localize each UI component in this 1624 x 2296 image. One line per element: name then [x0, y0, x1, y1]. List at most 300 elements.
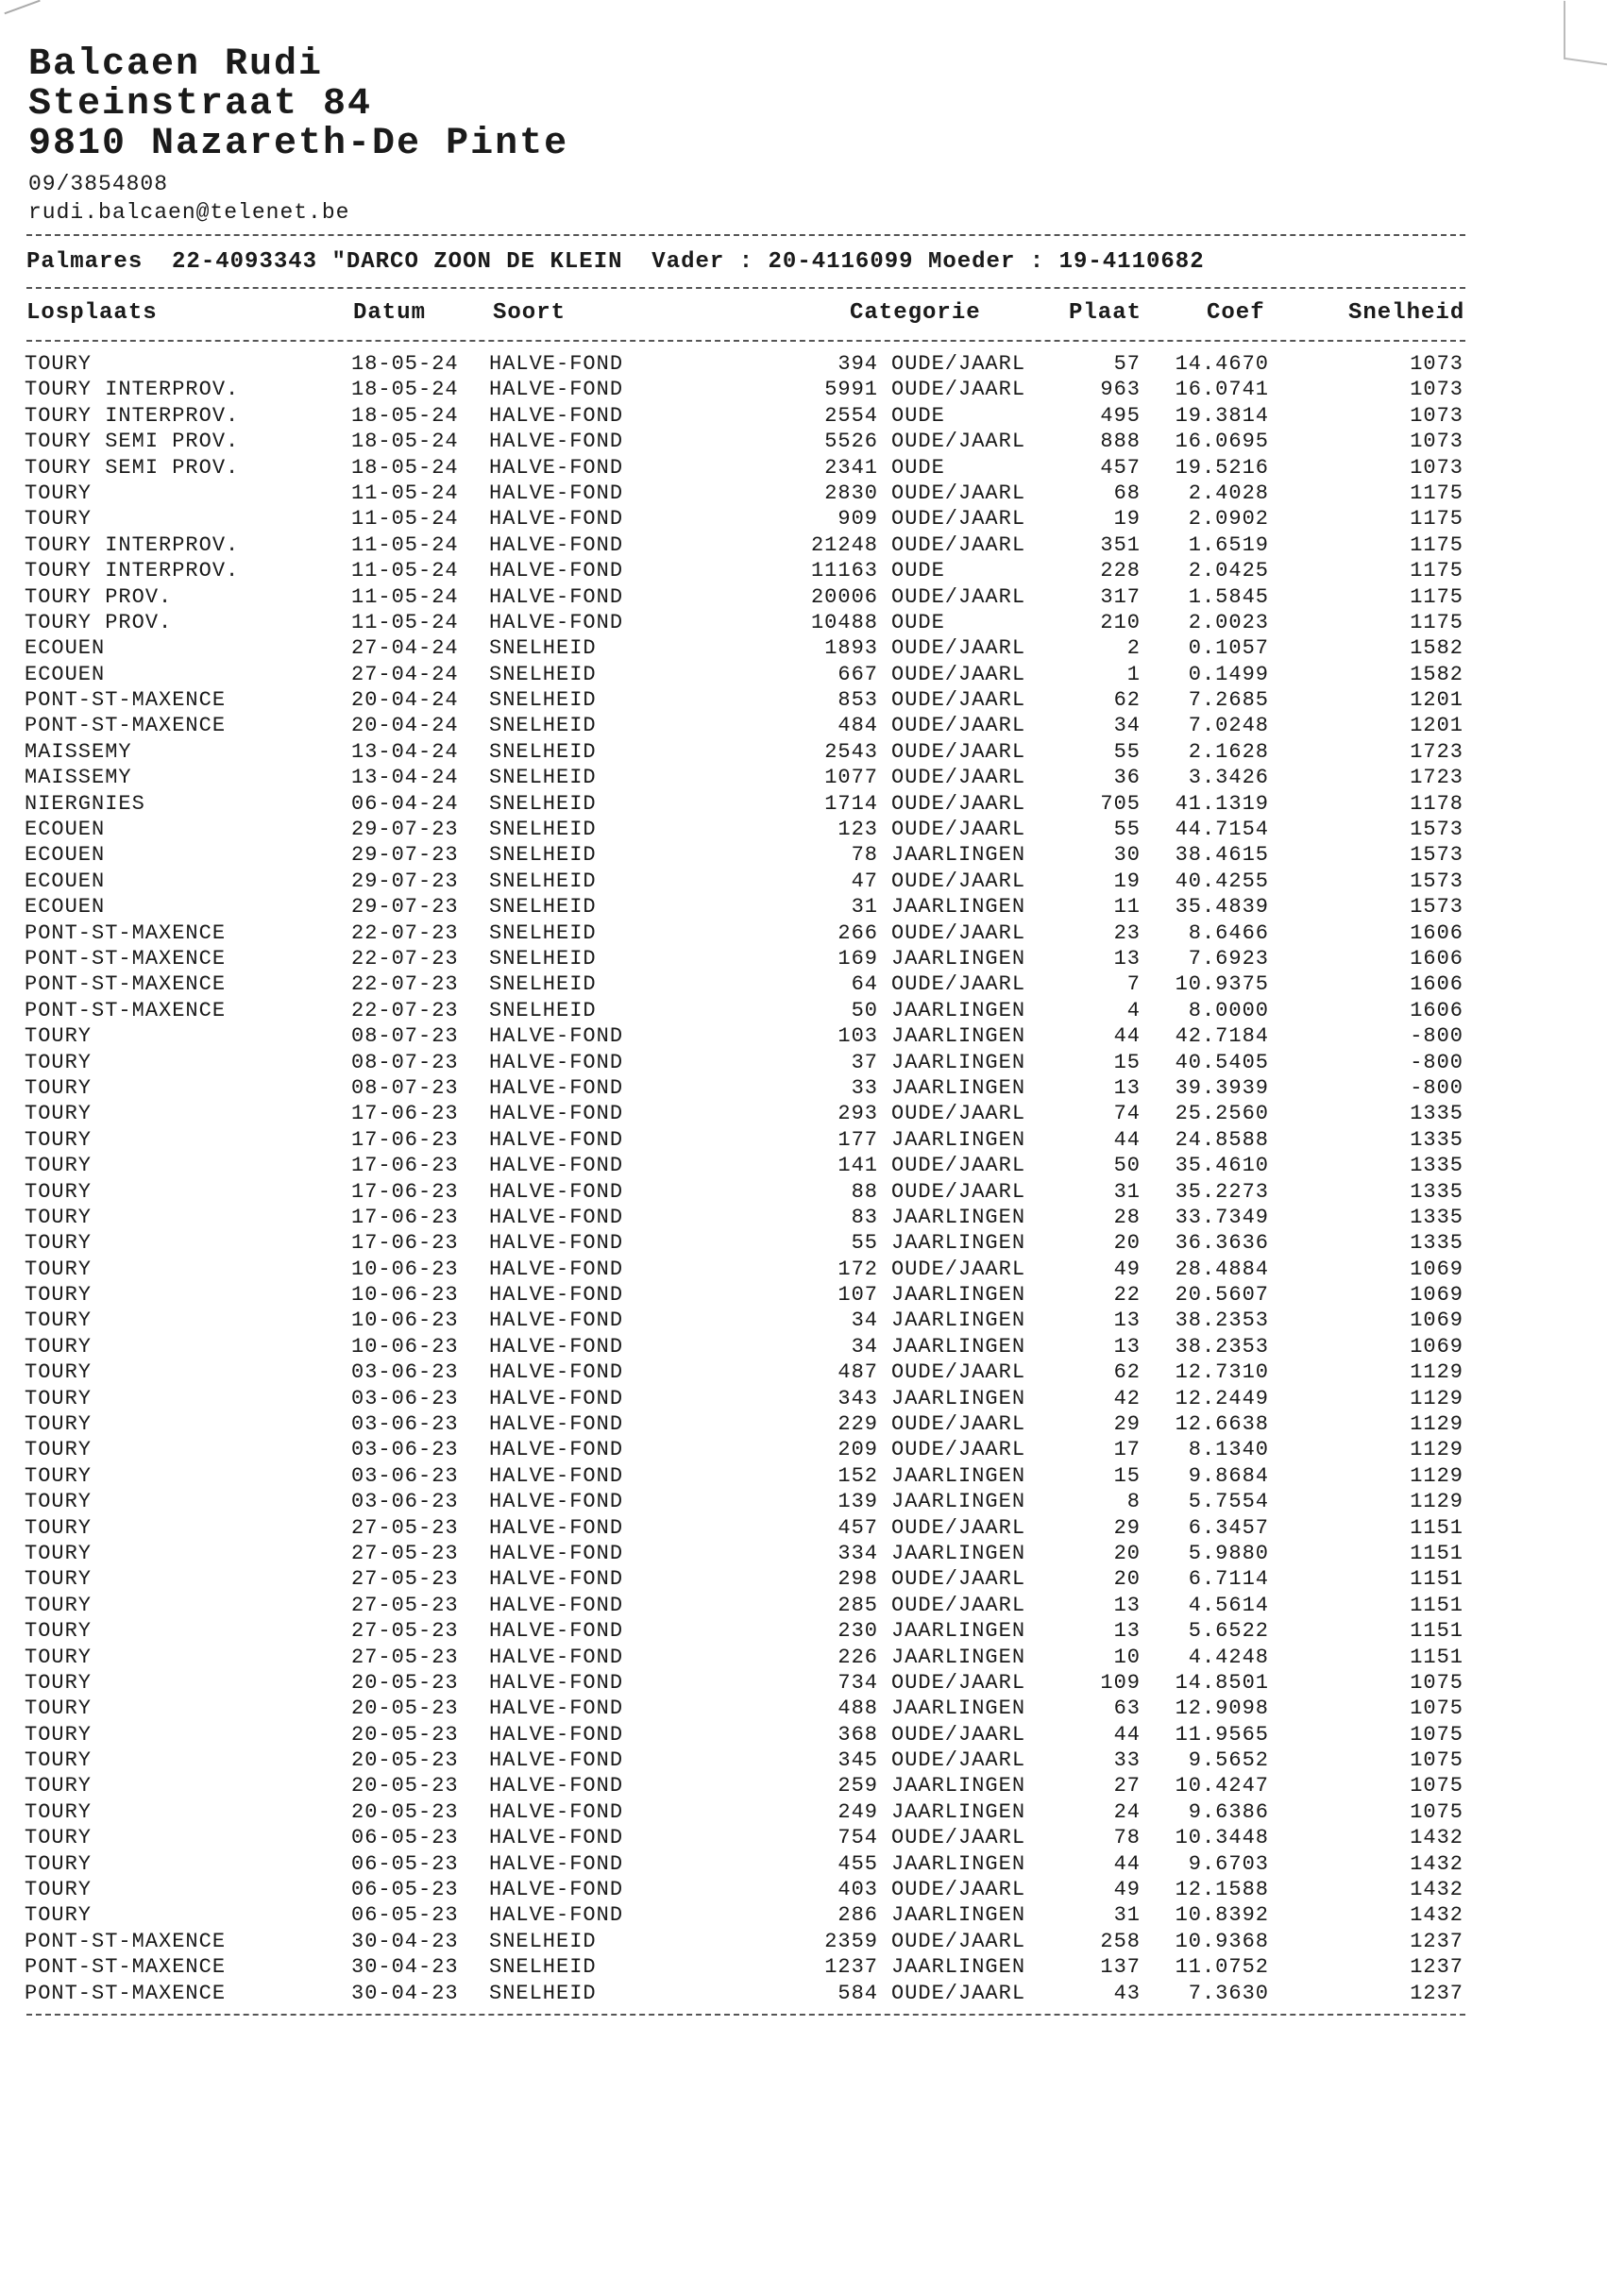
- cell-plaat: 13: [1113, 1619, 1141, 1644]
- owner-name: Balcaen Rudi: [28, 43, 324, 86]
- cell-plaat: 1: [1126, 662, 1141, 686]
- cell-deelnemers: 1893: [824, 636, 878, 661]
- cell-coef: 19.3814: [1175, 403, 1269, 428]
- table-row: [0, 894, 1624, 920]
- cell-plaat: 43: [1113, 1981, 1141, 2005]
- cell-losplaats: MAISSEMY: [25, 739, 132, 764]
- cell-deelnemers: 177: [837, 1127, 878, 1152]
- cell-plaat: 74: [1113, 1102, 1141, 1126]
- table-row: [0, 1023, 1624, 1049]
- cell-soort: HALVE-FOND: [489, 1463, 624, 1488]
- table-row: [0, 1670, 1624, 1696]
- cell-deelnemers: 1077: [824, 766, 878, 790]
- col-snelheid: Snelheid: [1348, 300, 1465, 326]
- col-plaat: Plaat: [1069, 300, 1142, 326]
- cell-coef: 16.0695: [1175, 430, 1269, 454]
- cell-categorie: OUDE/JAARL: [891, 920, 1026, 945]
- cell-deelnemers: 209: [837, 1438, 878, 1462]
- cell-losplaats: ECOUEN: [25, 818, 106, 842]
- cell-soort: SNELHEID: [489, 920, 597, 945]
- cell-plaat: 62: [1113, 1360, 1141, 1385]
- cell-plaat: 36: [1113, 766, 1141, 790]
- table-row: [0, 920, 1624, 946]
- cell-snelheid: 1069: [1410, 1334, 1463, 1359]
- cell-coef: 6.7114: [1188, 1567, 1269, 1592]
- table-row: [0, 1981, 1624, 2006]
- cell-plaat: 22: [1113, 1283, 1141, 1308]
- cell-losplaats: TOURY: [25, 1670, 93, 1695]
- cell-plaat: 31: [1113, 1179, 1141, 1204]
- cell-categorie: OUDE/JAARL: [891, 1360, 1026, 1385]
- cell-losplaats: TOURY: [25, 1179, 93, 1204]
- cell-plaat: 57: [1113, 352, 1141, 376]
- cell-soort: SNELHEID: [489, 1981, 597, 2005]
- cell-snelheid: 1069: [1410, 1257, 1463, 1281]
- cell-snelheid: 1432: [1410, 1903, 1463, 1928]
- cell-snelheid: 1129: [1410, 1490, 1463, 1514]
- cell-categorie: OUDE/JAARL: [891, 1438, 1026, 1462]
- cell-datum: 03-06-23: [351, 1386, 459, 1410]
- cell-plaat: 317: [1100, 584, 1141, 609]
- cell-plaat: 44: [1113, 1722, 1141, 1747]
- table-row: [0, 1696, 1624, 1721]
- cell-losplaats: TOURY PROV.: [25, 584, 173, 609]
- cell-datum: 06-05-23: [351, 1826, 459, 1850]
- cell-soort: SNELHEID: [489, 895, 597, 920]
- cell-categorie: OUDE/JAARL: [891, 481, 1026, 505]
- cell-datum: 30-04-23: [351, 1929, 459, 1953]
- cell-categorie: OUDE/JAARL: [891, 972, 1026, 997]
- cell-datum: 10-06-23: [351, 1257, 459, 1281]
- col-categorie: Categorie: [850, 300, 981, 326]
- table-row: [0, 687, 1624, 713]
- cell-coef: 14.8501: [1175, 1670, 1269, 1695]
- cell-losplaats: TOURY: [25, 1412, 93, 1437]
- cell-plaat: 42: [1113, 1386, 1141, 1410]
- cell-losplaats: ECOUEN: [25, 636, 106, 661]
- cell-categorie: OUDE: [891, 403, 945, 428]
- divider-header: [26, 340, 1465, 342]
- cell-datum: 27-05-23: [351, 1541, 459, 1565]
- cell-datum: 18-05-24: [351, 430, 459, 454]
- cell-deelnemers: 487: [837, 1360, 878, 1385]
- cell-deelnemers: 266: [837, 920, 878, 945]
- cell-snelheid: 1573: [1410, 869, 1463, 893]
- cell-soort: HALVE-FOND: [489, 1878, 624, 1902]
- cell-datum: 13-04-24: [351, 739, 459, 764]
- cell-deelnemers: 123: [837, 818, 878, 842]
- cell-datum: 03-06-23: [351, 1360, 459, 1385]
- cell-soort: HALVE-FOND: [489, 1799, 624, 1824]
- cell-losplaats: PONT-ST-MAXENCE: [25, 714, 227, 738]
- cell-datum: 30-04-23: [351, 1955, 459, 1980]
- cell-losplaats: ECOUEN: [25, 843, 106, 868]
- cell-datum: 29-07-23: [351, 818, 459, 842]
- table-row: [0, 1101, 1624, 1126]
- cell-soort: HALVE-FOND: [489, 1308, 624, 1333]
- cell-deelnemers: 55: [851, 1231, 878, 1256]
- cell-datum: 08-07-23: [351, 1024, 459, 1049]
- cell-soort: HALVE-FOND: [489, 1179, 624, 1204]
- cell-snelheid: 1151: [1410, 1645, 1463, 1669]
- cell-losplaats: TOURY: [25, 1878, 93, 1902]
- cell-datum: 17-06-23: [351, 1179, 459, 1204]
- cell-soort: SNELHEID: [489, 1929, 597, 1953]
- cell-datum: 20-05-23: [351, 1722, 459, 1747]
- cell-losplaats: TOURY: [25, 1308, 93, 1333]
- cell-coef: 44.7154: [1175, 818, 1269, 842]
- cell-snelheid: 1335: [1410, 1102, 1463, 1126]
- cell-soort: HALVE-FOND: [489, 1515, 624, 1540]
- cell-categorie: JAARLINGEN: [891, 1334, 1026, 1359]
- cell-datum: 06-05-23: [351, 1878, 459, 1902]
- cell-coef: 35.2273: [1175, 1179, 1269, 1204]
- cell-snelheid: 1335: [1410, 1205, 1463, 1229]
- cell-categorie: OUDE/JAARL: [891, 688, 1026, 713]
- cell-snelheid: 1432: [1410, 1878, 1463, 1902]
- cell-plaat: 228: [1100, 559, 1141, 583]
- cell-categorie: OUDE/JAARL: [891, 1179, 1026, 1204]
- cell-soort: HALVE-FOND: [489, 1154, 624, 1178]
- cell-snelheid: 1606: [1410, 920, 1463, 945]
- cell-snelheid: 1151: [1410, 1567, 1463, 1592]
- table-row: [0, 1153, 1624, 1178]
- cell-snelheid: 1175: [1410, 532, 1463, 557]
- col-coef: Coef: [1207, 300, 1265, 326]
- cell-datum: 06-05-23: [351, 1903, 459, 1928]
- cell-soort: HALVE-FOND: [489, 1075, 624, 1100]
- cell-deelnemers: 5991: [824, 378, 878, 402]
- cell-datum: 06-04-24: [351, 791, 459, 816]
- table-row: [0, 1566, 1624, 1592]
- cell-snelheid: 1075: [1410, 1722, 1463, 1747]
- table-row: [0, 532, 1624, 558]
- cell-snelheid: 1151: [1410, 1593, 1463, 1617]
- cell-datum: 29-07-23: [351, 869, 459, 893]
- cell-datum: 22-07-23: [351, 972, 459, 997]
- cell-categorie: OUDE/JAARL: [891, 1670, 1026, 1695]
- cell-soort: HALVE-FOND: [489, 1050, 624, 1074]
- cell-datum: 27-05-23: [351, 1593, 459, 1617]
- table-row: [0, 791, 1624, 817]
- cell-plaat: 55: [1113, 739, 1141, 764]
- cell-plaat: 49: [1113, 1878, 1141, 1902]
- cell-coef: 11.9565: [1175, 1722, 1269, 1747]
- cell-coef: 35.4839: [1175, 895, 1269, 920]
- cell-losplaats: TOURY: [25, 1154, 93, 1178]
- cell-deelnemers: 47: [851, 869, 878, 893]
- cell-plaat: 15: [1113, 1050, 1141, 1074]
- cell-plaat: 44: [1113, 1127, 1141, 1152]
- col-datum: Datum: [353, 300, 427, 326]
- cell-deelnemers: 78: [851, 843, 878, 868]
- cell-coef: 38.2353: [1175, 1334, 1269, 1359]
- cell-soort: SNELHEID: [489, 869, 597, 893]
- cell-coef: 9.8684: [1188, 1463, 1269, 1488]
- cell-categorie: OUDE/JAARL: [891, 1878, 1026, 1902]
- cell-snelheid: 1582: [1410, 662, 1463, 686]
- cell-categorie: OUDE: [891, 610, 945, 634]
- cell-plaat: 63: [1113, 1697, 1141, 1721]
- cell-soort: SNELHEID: [489, 662, 597, 686]
- cell-soort: HALVE-FOND: [489, 1102, 624, 1126]
- cell-datum: 18-05-24: [351, 403, 459, 428]
- table-row: [0, 971, 1624, 997]
- cell-plaat: 20: [1113, 1231, 1141, 1256]
- cell-datum: 17-06-23: [351, 1154, 459, 1178]
- cell-losplaats: TOURY: [25, 1748, 93, 1773]
- cell-snelheid: 1335: [1410, 1154, 1463, 1178]
- cell-datum: 11-05-24: [351, 559, 459, 583]
- table-row: [0, 1929, 1624, 1954]
- cell-deelnemers: 457: [837, 1515, 878, 1540]
- cell-categorie: JAARLINGEN: [891, 1075, 1026, 1100]
- cell-coef: 20.5607: [1175, 1283, 1269, 1308]
- cell-soort: HALVE-FOND: [489, 1283, 624, 1308]
- cell-deelnemers: 20006: [810, 584, 878, 609]
- cell-snelheid: 1129: [1410, 1360, 1463, 1385]
- table-row: [0, 1618, 1624, 1644]
- cell-losplaats: ECOUEN: [25, 895, 106, 920]
- cell-soort: HALVE-FOND: [489, 430, 624, 454]
- cell-plaat: 31: [1113, 1903, 1141, 1928]
- cell-soort: SNELHEID: [489, 998, 597, 1022]
- cell-plaat: 13: [1113, 1593, 1141, 1617]
- table-row: [0, 842, 1624, 868]
- cell-deelnemers: 139: [837, 1490, 878, 1514]
- cell-coef: 10.8392: [1175, 1903, 1269, 1928]
- cell-losplaats: TOURY: [25, 1490, 93, 1514]
- cell-categorie: JAARLINGEN: [891, 1541, 1026, 1565]
- cell-deelnemers: 2543: [824, 739, 878, 764]
- cell-coef: 9.6386: [1188, 1799, 1269, 1824]
- cell-datum: 22-07-23: [351, 998, 459, 1022]
- cell-categorie: JAARLINGEN: [891, 1645, 1026, 1669]
- cell-categorie: OUDE/JAARL: [891, 791, 1026, 816]
- cell-coef: 7.2685: [1188, 688, 1269, 713]
- cell-snelheid: 1573: [1410, 843, 1463, 868]
- cell-losplaats: TOURY SEMI PROV.: [25, 455, 240, 480]
- cell-deelnemers: 2359: [824, 1929, 878, 1953]
- cell-coef: 2.0023: [1188, 610, 1269, 634]
- cell-categorie: OUDE/JAARL: [891, 1826, 1026, 1850]
- cell-datum: 27-05-23: [351, 1619, 459, 1644]
- cell-losplaats: PONT-ST-MAXENCE: [25, 1929, 227, 1953]
- cell-losplaats: TOURY: [25, 352, 93, 376]
- cell-plaat: 29: [1113, 1515, 1141, 1540]
- cell-snelheid: 1175: [1410, 507, 1463, 532]
- owner-phone: 09/3854808: [28, 172, 169, 196]
- cell-losplaats: TOURY: [25, 1127, 93, 1152]
- cell-coef: 8.6466: [1188, 920, 1269, 945]
- cell-losplaats: TOURY: [25, 1205, 93, 1229]
- cell-deelnemers: 754: [837, 1826, 878, 1850]
- cell-categorie: OUDE/JAARL: [891, 1593, 1026, 1617]
- cell-coef: 42.7184: [1175, 1024, 1269, 1049]
- cell-datum: 22-07-23: [351, 920, 459, 945]
- cell-coef: 39.3939: [1175, 1075, 1269, 1100]
- divider-palmares: [26, 287, 1465, 289]
- cell-categorie: JAARLINGEN: [891, 1024, 1026, 1049]
- cell-deelnemers: 2341: [824, 455, 878, 480]
- cell-losplaats: ECOUEN: [25, 662, 106, 686]
- cell-plaat: 44: [1113, 1024, 1141, 1049]
- cell-snelheid: 1151: [1410, 1541, 1463, 1565]
- cell-snelheid: 1237: [1410, 1955, 1463, 1980]
- cell-categorie: OUDE/JAARL: [891, 584, 1026, 609]
- cell-datum: 20-05-23: [351, 1670, 459, 1695]
- cell-soort: HALVE-FOND: [489, 352, 624, 376]
- cell-soort: HALVE-FOND: [489, 1231, 624, 1256]
- cell-plaat: 2: [1126, 636, 1141, 661]
- table-row: [0, 455, 1624, 481]
- cell-coef: 0.1499: [1188, 662, 1269, 686]
- cell-deelnemers: 909: [837, 507, 878, 532]
- cell-deelnemers: 1237: [824, 1955, 878, 1980]
- cell-losplaats: TOURY: [25, 1463, 93, 1488]
- cell-snelheid: 1335: [1410, 1231, 1463, 1256]
- table-row: [0, 1359, 1624, 1385]
- table-row: [0, 1075, 1624, 1101]
- cell-categorie: JAARLINGEN: [891, 1231, 1026, 1256]
- table-row: [0, 1205, 1624, 1230]
- cell-snelheid: 1129: [1410, 1463, 1463, 1488]
- cell-datum: 11-05-24: [351, 610, 459, 634]
- table-row: [0, 662, 1624, 687]
- cell-deelnemers: 345: [837, 1748, 878, 1773]
- cell-losplaats: TOURY: [25, 481, 93, 505]
- cell-snelheid: 1606: [1410, 998, 1463, 1022]
- cell-categorie: OUDE/JAARL: [891, 1981, 1026, 2005]
- cell-coef: 2.4028: [1188, 481, 1269, 505]
- cell-datum: 11-05-24: [351, 507, 459, 532]
- cell-deelnemers: 403: [837, 1878, 878, 1902]
- cell-deelnemers: 169: [837, 946, 878, 971]
- cell-coef: 10.9368: [1175, 1929, 1269, 1953]
- cell-categorie: OUDE/JAARL: [891, 1929, 1026, 1953]
- cell-datum: 13-04-24: [351, 766, 459, 790]
- cell-plaat: 351: [1100, 532, 1141, 557]
- cell-categorie: OUDE/JAARL: [891, 352, 1026, 376]
- cell-coef: 25.2560: [1175, 1102, 1269, 1126]
- cell-deelnemers: 293: [837, 1102, 878, 1126]
- cell-coef: 1.5845: [1188, 584, 1269, 609]
- cell-soort: HALVE-FOND: [489, 584, 624, 609]
- cell-snelheid: 1075: [1410, 1748, 1463, 1773]
- cell-soort: SNELHEID: [489, 714, 597, 738]
- cell-plaat: 137: [1100, 1955, 1141, 1980]
- cell-snelheid: 1175: [1410, 559, 1463, 583]
- cell-plaat: 17: [1113, 1438, 1141, 1462]
- cell-losplaats: ECOUEN: [25, 869, 106, 893]
- cell-deelnemers: 394: [837, 352, 878, 376]
- cell-coef: 8.0000: [1188, 998, 1269, 1022]
- cell-deelnemers: 484: [837, 714, 878, 738]
- cell-soort: HALVE-FOND: [489, 1024, 624, 1049]
- cell-datum: 10-06-23: [351, 1334, 459, 1359]
- table-row: [0, 1257, 1624, 1282]
- cell-plaat: 68: [1113, 481, 1141, 505]
- cell-coef: 10.3448: [1175, 1826, 1269, 1850]
- cell-plaat: 55: [1113, 818, 1141, 842]
- table-row: [0, 1050, 1624, 1075]
- cell-deelnemers: 734: [837, 1670, 878, 1695]
- cell-plaat: 29: [1113, 1412, 1141, 1437]
- table-row: [0, 1877, 1624, 1902]
- cell-snelheid: 1237: [1410, 1929, 1463, 1953]
- cell-deelnemers: 34: [851, 1308, 878, 1333]
- cell-deelnemers: 249: [837, 1799, 878, 1824]
- cell-deelnemers: 488: [837, 1697, 878, 1721]
- cell-datum: 17-06-23: [351, 1127, 459, 1152]
- cell-soort: SNELHEID: [489, 1955, 597, 1980]
- cell-deelnemers: 334: [837, 1541, 878, 1565]
- cell-datum: 20-05-23: [351, 1774, 459, 1798]
- cell-datum: 03-06-23: [351, 1412, 459, 1437]
- sender-header: [28, 45, 568, 227]
- cell-losplaats: PONT-ST-MAXENCE: [25, 1955, 227, 1980]
- table-row: [0, 481, 1624, 506]
- cell-datum: 11-05-24: [351, 532, 459, 557]
- cell-datum: 17-06-23: [351, 1102, 459, 1126]
- cell-deelnemers: 667: [837, 662, 878, 686]
- cell-datum: 29-07-23: [351, 843, 459, 868]
- cell-categorie: OUDE/JAARL: [891, 1722, 1026, 1747]
- cell-deelnemers: 2554: [824, 403, 878, 428]
- cell-plaat: 50: [1113, 1154, 1141, 1178]
- cell-snelheid: 1073: [1410, 403, 1463, 428]
- cell-categorie: OUDE/JAARL: [891, 1515, 1026, 1540]
- table-row: [0, 1645, 1624, 1670]
- cell-datum: 03-06-23: [351, 1490, 459, 1514]
- cell-coef: 4.5614: [1188, 1593, 1269, 1617]
- cell-deelnemers: 285: [837, 1593, 878, 1617]
- cell-plaat: 49: [1113, 1257, 1141, 1281]
- cell-losplaats: TOURY: [25, 1102, 93, 1126]
- cell-coef: 10.9375: [1175, 972, 1269, 997]
- cell-soort: HALVE-FOND: [489, 1257, 624, 1281]
- cell-coef: 40.4255: [1175, 869, 1269, 893]
- cell-soort: HALVE-FOND: [489, 1593, 624, 1617]
- cell-datum: 08-07-23: [351, 1075, 459, 1100]
- cell-deelnemers: 103: [837, 1024, 878, 1049]
- cell-datum: 20-05-23: [351, 1697, 459, 1721]
- cell-snelheid: 1069: [1410, 1308, 1463, 1333]
- cell-losplaats: TOURY: [25, 1774, 93, 1798]
- cell-deelnemers: 172: [837, 1257, 878, 1281]
- table-row: [0, 1515, 1624, 1541]
- cell-coef: 8.1340: [1188, 1438, 1269, 1462]
- cell-losplaats: PONT-ST-MAXENCE: [25, 920, 227, 945]
- cell-soort: HALVE-FOND: [489, 532, 624, 557]
- cell-soort: HALVE-FOND: [489, 1567, 624, 1592]
- cell-plaat: 705: [1100, 791, 1141, 816]
- table-row: [0, 403, 1624, 429]
- cell-datum: 20-05-23: [351, 1748, 459, 1773]
- cell-datum: 20-05-23: [351, 1799, 459, 1824]
- table-row: [0, 377, 1624, 402]
- cell-soort: HALVE-FOND: [489, 1490, 624, 1514]
- cell-deelnemers: 368: [837, 1722, 878, 1747]
- cell-snelheid: 1073: [1410, 352, 1463, 376]
- cell-snelheid: 1432: [1410, 1851, 1463, 1876]
- cell-deelnemers: 286: [837, 1903, 878, 1928]
- cell-soort: HALVE-FOND: [489, 1205, 624, 1229]
- cell-coef: 2.0902: [1188, 507, 1269, 532]
- cell-categorie: OUDE: [891, 559, 945, 583]
- cell-coef: 12.9098: [1175, 1697, 1269, 1721]
- cell-categorie: JAARLINGEN: [891, 1463, 1026, 1488]
